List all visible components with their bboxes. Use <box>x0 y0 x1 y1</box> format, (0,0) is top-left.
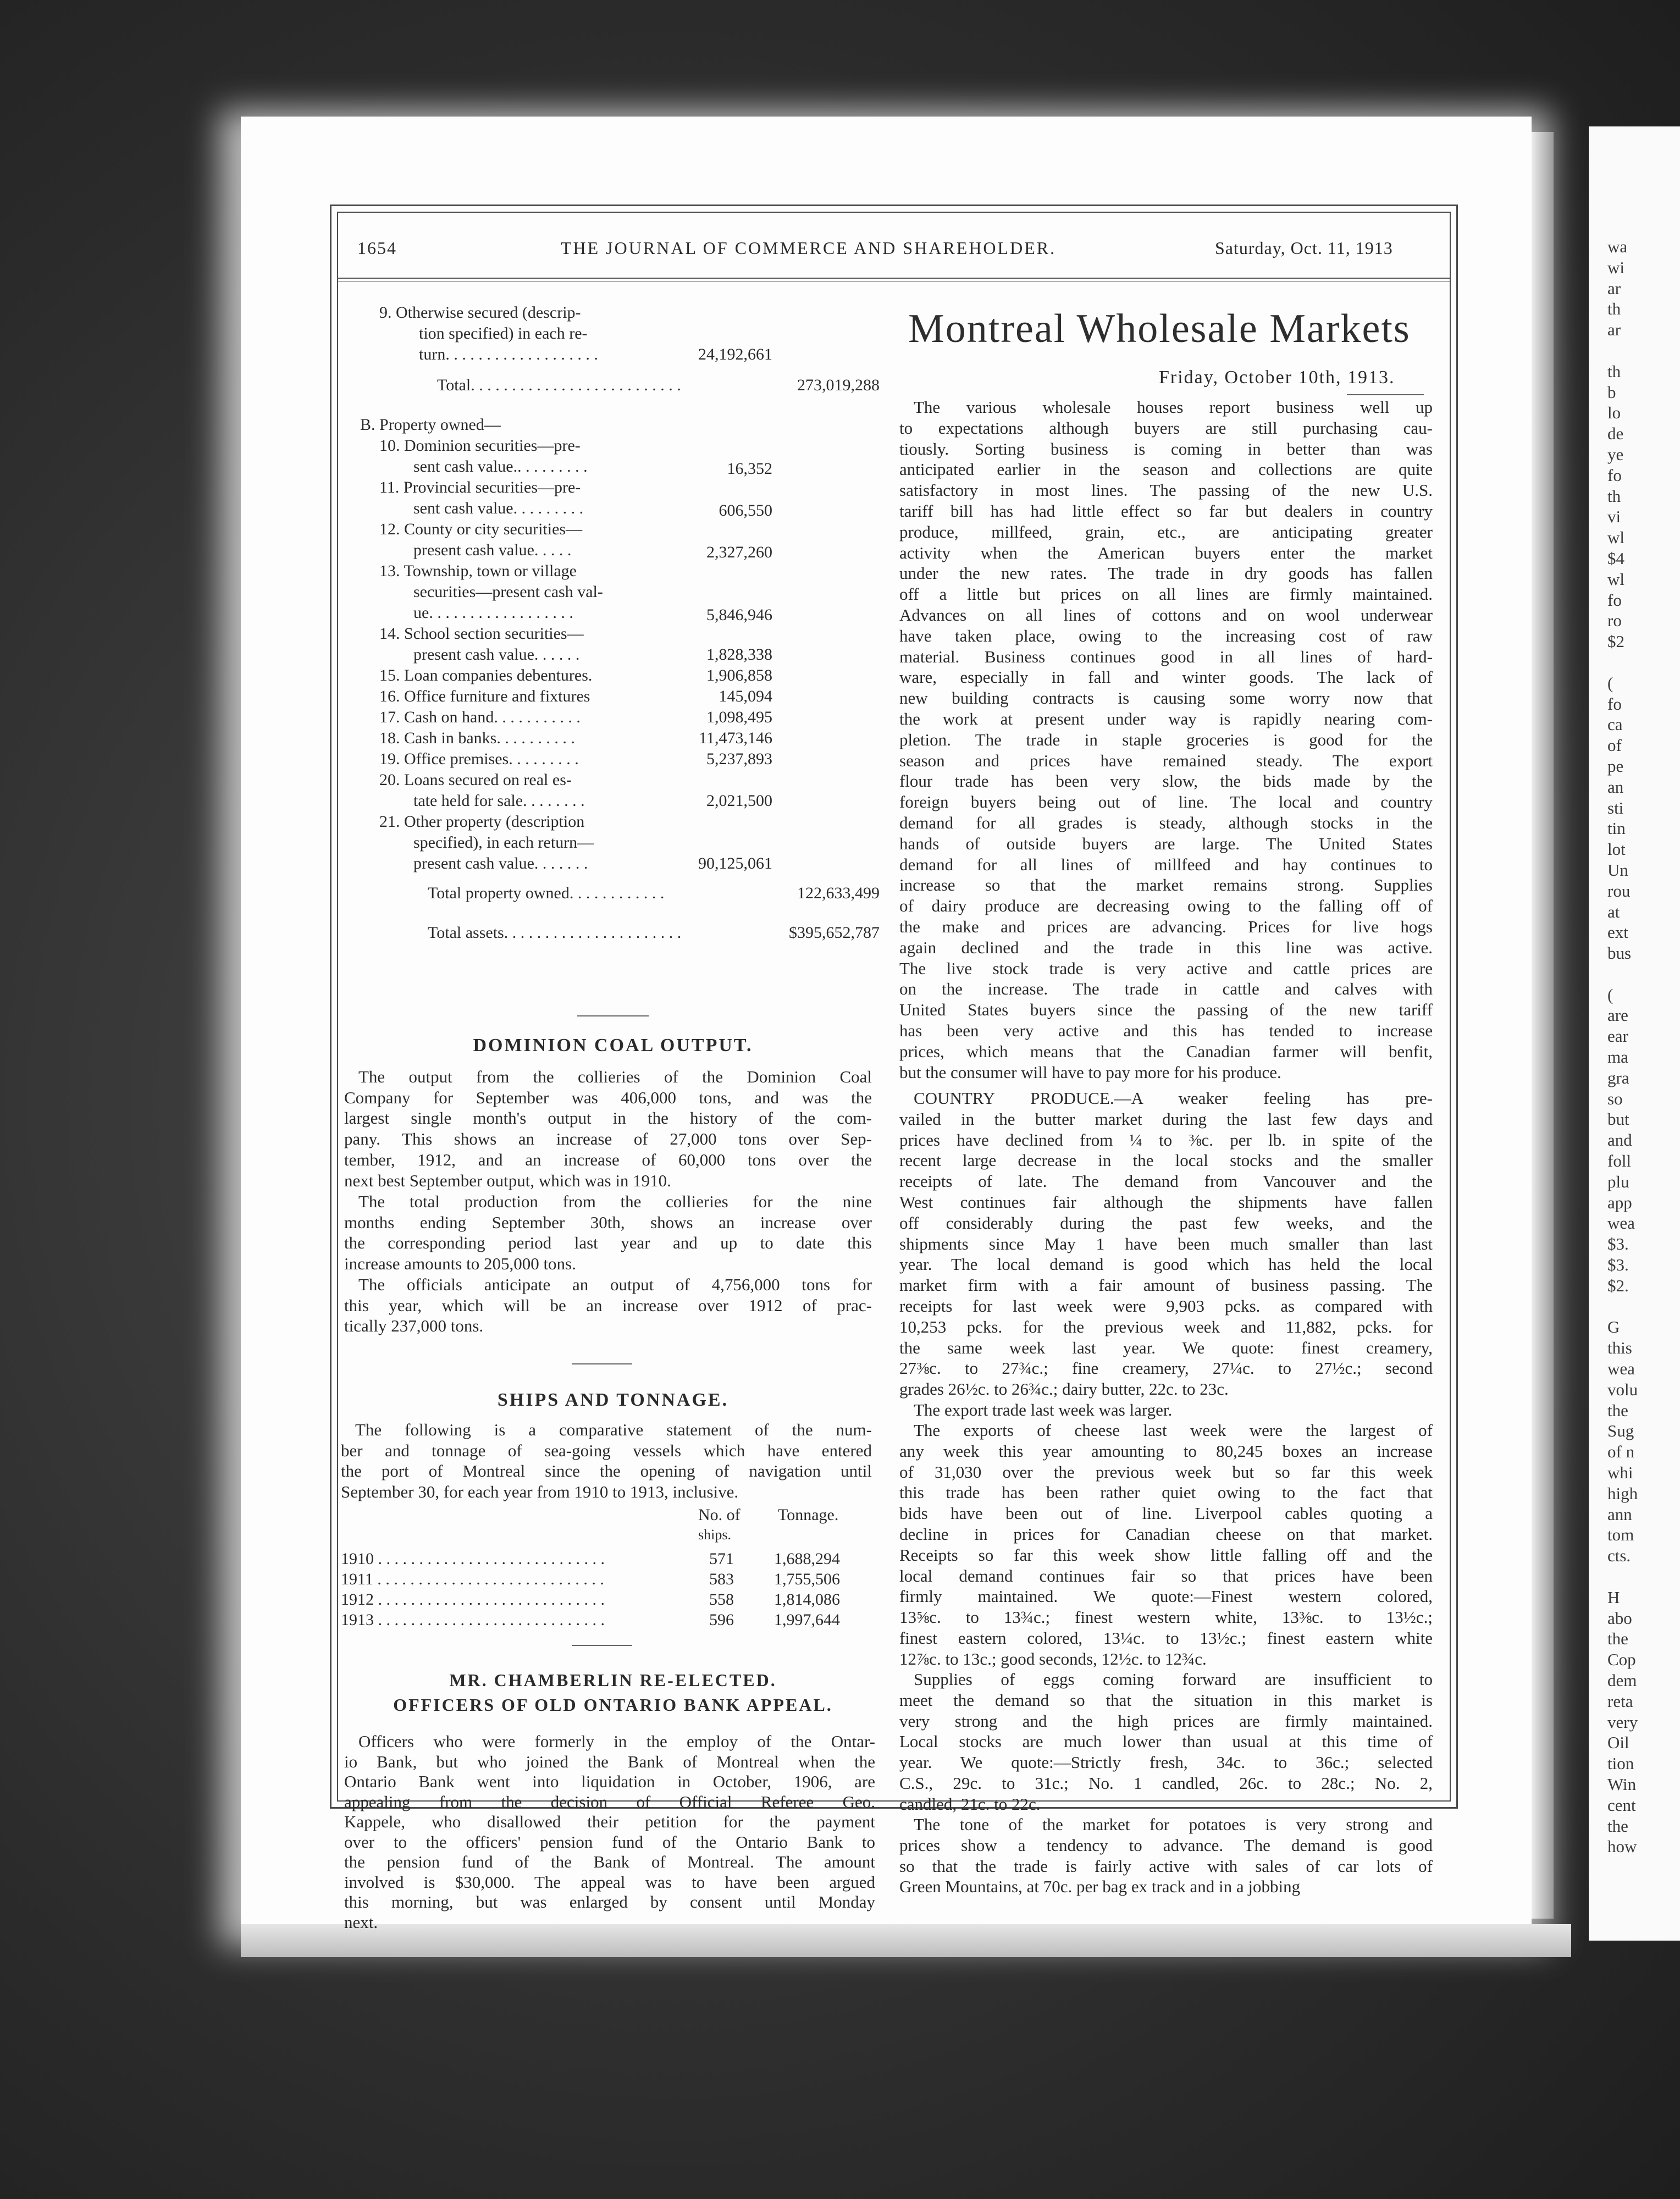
adjacent-text-fragment: of n <box>1607 1442 1635 1462</box>
adjacent-text-fragment: $4 <box>1607 548 1624 568</box>
text-line: bids have been out of line. Liverpool cables quoting a <box>899 1504 1433 1523</box>
adjacent-text-fragment: wl <box>1607 569 1624 589</box>
text-line: The following is a comparative statement of the num- <box>355 1420 872 1439</box>
adjacent-page <box>1589 126 1680 1941</box>
adjacent-text-fragment: Sug <box>1607 1421 1634 1441</box>
coal-paragraph-2 <box>344 1191 872 1274</box>
ships-col-ships: ships. <box>698 1527 731 1543</box>
text-line: but the consumer will have to pay more for his produce. <box>899 1062 1281 1082</box>
text-line: the make and prices are advancing. Prices for live hogs <box>899 916 1433 936</box>
text-line: grades 26½c. to 26¾c.; dairy butter, 22c. to 23c. <box>899 1379 1229 1399</box>
adjacent-text-fragment: the <box>1607 1400 1628 1420</box>
adjacent-text-fragment: Cop <box>1607 1650 1636 1670</box>
text-line: Supplies of eggs coming forward are insufficient to <box>914 1670 1433 1689</box>
text-line: the pension fund of the Bank of Montreal. The amount <box>344 1852 875 1871</box>
adjacent-text-fragment: G <box>1607 1317 1620 1337</box>
adjacent-text-fragment: fo <box>1607 465 1622 485</box>
text-line: ware, especially in fall and winter goods. The lack of <box>899 667 1433 687</box>
ships-tonnage: 1,814,086 <box>774 1590 840 1609</box>
balance-amount: 2,327,260 <box>706 543 772 561</box>
text-line: months ending September 30th, shows an increase over <box>344 1212 872 1232</box>
text-line: have taken place, owing to the increasing cost of raw <box>899 626 1433 645</box>
markets-date: Friday, October 10th, 1913. <box>1159 367 1395 388</box>
text-line: the work at present under way is rapidly nearing com- <box>899 709 1433 728</box>
text-line: so that the trade is fairly active with sales of car lots of <box>899 1856 1433 1876</box>
adjacent-text-fragment: ma <box>1607 1047 1628 1067</box>
export-trade-paragraph <box>899 1400 1433 1421</box>
chamberlin-heading: MR. CHAMBERLIN RE-ELECTED. <box>449 1670 777 1690</box>
balance-amount: 90,125,061 <box>698 854 772 872</box>
ships-year: 1913 . . . . . . . . . . . . . . . . . . . . . . . . . . . . <box>341 1611 605 1629</box>
text-line: The exports of cheese last week were the largest of <box>914 1421 1433 1440</box>
coal-heading: DOMINION COAL OUTPUT. <box>473 1035 753 1056</box>
balance-item-text: 21. Other property (description <box>379 813 585 831</box>
adjacent-text-fragment: wea <box>1607 1359 1635 1379</box>
balance-amount: 145,094 <box>719 687 772 705</box>
text-line: over to the officers' pension fund of the Ontario Bank to <box>344 1832 875 1852</box>
text-line: ber and tonnage of sea-going vessels which have entered <box>341 1440 872 1460</box>
balance-item-text: present cash value. . . . . . <box>413 645 580 664</box>
text-line: increase so that the market remains strong. Supplies <box>899 875 1433 895</box>
text-line: demand for all lines of millfeed and hay continues to <box>899 854 1433 874</box>
adjacent-text-fragment: wi <box>1607 257 1624 277</box>
text-line: C.S., 29c. to 31c.; No. 1 candled, 26c. to 28c.; No. 2, <box>899 1773 1433 1793</box>
text-line: pletion. The trade in staple groceries is good for the <box>899 730 1433 749</box>
adjacent-text-fragment: rou <box>1607 881 1631 900</box>
adjacent-text-fragment: high <box>1607 1483 1638 1503</box>
balance-item-text: turn. . . . . . . . . . . . . . . . . . . <box>419 345 598 363</box>
text-line: on the increase. The trade in cattle and calves with <box>899 979 1433 999</box>
text-line: next. <box>344 1912 378 1932</box>
text-line: decline in prices for Canadian cheese on that market. <box>899 1524 1433 1544</box>
adjacent-text-fragment: dem <box>1607 1670 1637 1690</box>
adjacent-text-fragment: ye <box>1607 444 1624 464</box>
balance-amount: 11,473,146 <box>699 729 772 747</box>
balance-amount: 5,237,893 <box>706 750 772 768</box>
ships-count: 583 <box>709 1570 734 1588</box>
adjacent-text-fragment: $3. <box>1607 1255 1629 1275</box>
text-line: hands of outside buyers are large. The United States <box>899 833 1433 853</box>
adjacent-text-fragment <box>1607 340 1680 361</box>
text-line: 12⅞c. to 13c.; good seconds, 12½c. to 12¾c. <box>899 1649 1207 1668</box>
adjacent-text-fragment: foll <box>1607 1151 1632 1171</box>
adjacent-text-fragment: fo <box>1607 590 1622 610</box>
adjacent-text-fragment: an <box>1607 777 1624 797</box>
balance-item-text: 16. Office furniture and fixtures <box>379 687 590 705</box>
adjacent-text-fragment: Oil <box>1607 1733 1629 1753</box>
balance-amount: 122,633,499 <box>797 884 880 902</box>
text-line: vailed in the butter market during the last few days and <box>899 1109 1433 1129</box>
adjacent-text-fragment: bus <box>1607 943 1632 963</box>
text-line: meet the demand so that the situation in this market is <box>899 1690 1433 1710</box>
adjacent-text-fragment: cts. <box>1607 1546 1631 1566</box>
text-line: activity when the American buyers enter the market <box>899 543 1433 562</box>
text-line: to expectations although buyers are still purchasing cau- <box>899 418 1433 438</box>
text-line: produce, millfeed, grain, etc., are anticipating greater <box>899 522 1433 542</box>
text-line: receipts of late. The demand from Vancouver and the <box>899 1172 1433 1191</box>
markets-intro <box>899 397 1433 1082</box>
adjacent-text-fragment: th <box>1607 486 1621 506</box>
adjacent-text-fragment: lot <box>1607 839 1626 859</box>
section-divider <box>572 1645 632 1646</box>
text-line: foreign buyers being out of line. The local and country <box>899 792 1433 812</box>
text-line: again declined and the trade in this line was active. <box>899 937 1433 957</box>
adjacent-text-fragment: tom <box>1607 1525 1634 1545</box>
ships-paragraph <box>341 1419 872 1502</box>
balance-amount: $395,652,787 <box>789 924 880 942</box>
text-line: material. Business continues good in all lines of hard- <box>899 647 1433 666</box>
ships-year: 1912 . . . . . . . . . . . . . . . . . . . . . . . . . . . . <box>341 1590 605 1609</box>
text-line: year. The local demand is good which has held the local <box>899 1255 1433 1274</box>
text-line: The various wholesale houses report business well up <box>914 397 1433 417</box>
adjacent-text-fragment: ann <box>1607 1504 1632 1524</box>
adjacent-text-fragment: $3. <box>1607 1234 1629 1254</box>
text-line: Local stocks are much lower than usual at this time of <box>899 1732 1433 1752</box>
adjacent-text-fragment: H <box>1607 1587 1620 1607</box>
balance-item-text: 12. County or city securities— <box>379 520 583 538</box>
adjacent-text-fragment: abo <box>1607 1608 1632 1628</box>
text-line: Ontario Bank went into liquidation in October, 1906, are <box>344 1772 875 1791</box>
adjacent-text-fragment: whi <box>1607 1463 1633 1483</box>
text-line: tically 237,000 tons. <box>344 1316 484 1336</box>
text-line: The output from the collieries of the Dominion Coal <box>358 1067 872 1086</box>
adjacent-text-fragment: volu <box>1607 1379 1638 1399</box>
page-gutter <box>1532 132 1554 1919</box>
text-line: involved is $30,000. The appeal was to have been argued <box>344 1872 875 1892</box>
adjacent-text-fragment: Un <box>1607 860 1628 880</box>
adjacent-text-fragment: $2 <box>1607 632 1624 651</box>
text-line: finest eastern colored, 13¼c. to 13½c.; finest eastern white <box>899 1628 1433 1648</box>
adjacent-text-fragment: this <box>1607 1338 1632 1358</box>
potatoes-paragraph <box>899 1814 1433 1897</box>
adjacent-text-fragment: lo <box>1607 403 1621 423</box>
section-divider <box>572 1363 632 1364</box>
text-line: The total production from the collieries for the nine <box>358 1192 872 1211</box>
balance-item-text: ue. . . . . . . . . . . . . . . . . . <box>413 604 573 622</box>
text-line: new building contracts is causing some worry now that <box>899 688 1433 708</box>
text-line: of dairy produce are decreasing owing to the falling off of <box>899 896 1433 916</box>
balance-item-text: 18. Cash in banks. . . . . . . . . . <box>379 729 575 747</box>
text-line: this year, which will be an increase over 1912 of prac- <box>344 1295 872 1315</box>
balance-amount: 1,906,858 <box>706 666 772 684</box>
text-line: local demand continues fair so that prices have been <box>899 1566 1433 1585</box>
masthead-rule <box>337 278 1451 279</box>
balance-amount: 1,098,495 <box>706 708 772 726</box>
adjacent-text-fragment: tin <box>1607 819 1626 838</box>
text-line: very strong and the high prices are firmly maintained. <box>899 1711 1433 1731</box>
total-property-label: Total property owned. . . . . . . . . . . . <box>428 884 665 902</box>
ships-year: 1911 . . . . . . . . . . . . . . . . . . . . . . . . . . . . <box>341 1570 604 1588</box>
balance-item-text: present cash value. . . . . . . <box>413 854 588 872</box>
text-line: this morning, but was enlarged by consent until Monday <box>344 1892 875 1911</box>
text-line: appealing from the decision of Official Referee Geo. <box>344 1792 875 1811</box>
text-line: firmly maintained. We quote:—Finest western colored, <box>899 1587 1433 1606</box>
text-line: tariff bill has had little effect so far but dealers in country <box>899 501 1433 521</box>
text-line: recent large decrease in the local stocks and the smaller <box>899 1151 1433 1170</box>
ships-count: 596 <box>709 1611 734 1629</box>
balance-item-text: tion specified) in each re- <box>419 324 588 342</box>
coal-paragraph-3 <box>344 1274 872 1336</box>
ships-col-tonnage: Tonnage. <box>778 1506 839 1524</box>
ships-count: 558 <box>709 1590 734 1609</box>
ships-heading: SHIPS AND TONNAGE. <box>497 1390 729 1410</box>
adjacent-text-fragment: ext <box>1607 922 1628 942</box>
text-line: The export trade last week was larger. <box>914 1400 1173 1419</box>
balance-item-text: specified), in each return— <box>413 833 594 852</box>
adjacent-text-fragment: b <box>1607 382 1616 402</box>
adjacent-text-fragment: very <box>1607 1712 1638 1732</box>
text-line: any week this year amounting to 80,245 boxes an increase <box>899 1441 1433 1461</box>
text-line: prices show a tendency to advance. The demand is good <box>899 1835 1433 1855</box>
adjacent-text-fragment: cent <box>1607 1795 1636 1815</box>
adjacent-text-fragment: of <box>1607 736 1622 755</box>
adjacent-text-fragment: sti <box>1607 798 1624 817</box>
text-line: io Bank, but who joined the Bank of Montreal when the <box>344 1752 875 1771</box>
adjacent-text-fragment: so <box>1607 1089 1623 1108</box>
adjacent-text-fragment: ear <box>1607 1026 1628 1046</box>
adjacent-text-fragment: app <box>1607 1192 1632 1212</box>
section-divider <box>577 1015 649 1016</box>
text-line: pany. This shows an increase of 27,000 tons over Sep- <box>344 1129 872 1149</box>
adjacent-text-fragment: $2. <box>1607 1275 1629 1295</box>
adjacent-text-fragment: pe <box>1607 756 1624 776</box>
adjacent-text-fragment: wl <box>1607 528 1624 548</box>
total-assets-label: Total assets. . . . . . . . . . . . . . . . . . . . . . <box>428 924 682 942</box>
text-line: 13⅝c. to 13¾c.; finest western white, 13⅜c. to 13½c.; <box>899 1607 1433 1627</box>
text-line: receipts for last week were 9,903 pcks. as compared with <box>899 1296 1433 1316</box>
adjacent-text-fragment: wa <box>1607 237 1628 256</box>
issue-date: Saturday, Oct. 11, 1913 <box>1215 238 1393 258</box>
text-line: COUNTRY PRODUCE.—A weaker feeling has pre- <box>914 1089 1433 1108</box>
ships-tonnage: 1,755,506 <box>774 1570 840 1588</box>
text-line: the port of Montreal since the opening of navigation until <box>341 1461 872 1481</box>
balance-item-text: 17. Cash on hand. . . . . . . . . . . <box>379 708 581 726</box>
adjacent-text-fragment: ( <box>1607 985 1613 1004</box>
text-line: year. We quote:—Strictly fresh, 34c. to 36c.; selected <box>899 1753 1433 1772</box>
balance-item-text: sent cash value.. . . . . . . . . <box>413 457 588 476</box>
text-line: Kappele, who disallowed their petition for the payment <box>344 1812 875 1831</box>
balance-item-text: sent cash value. . . . . . . . . <box>413 499 584 517</box>
balance-item-text: present cash value. . . . . <box>413 541 572 559</box>
balance-total-label: Total. . . . . . . . . . . . . . . . . . . . . . . . . . <box>437 376 681 394</box>
text-line: increase amounts to 205,000 tons. <box>344 1254 576 1274</box>
text-line: largest single month's output in the history of the com- <box>344 1108 872 1128</box>
text-line: 10,253 pcks. for the previous week and 11,882, pcks. for <box>899 1317 1433 1336</box>
text-line: anticipated earlier in the season and collections are quite <box>899 460 1433 479</box>
text-line: The tone of the market for potatoes is very strong and <box>914 1815 1433 1834</box>
balance-amount: 5,846,946 <box>706 606 772 624</box>
text-line: Officers who were formerly in the employ of the Ontar- <box>358 1732 875 1751</box>
adjacent-text-fragment: ro <box>1607 611 1622 631</box>
text-line: demand for all grades is steady, although stocks in the <box>899 813 1433 832</box>
adjacent-text-fragment: ar <box>1607 278 1621 298</box>
adjacent-text-fragment: but <box>1607 1109 1629 1129</box>
adjacent-text-fragment: th <box>1607 361 1621 381</box>
adjacent-text-fragment: at <box>1607 902 1620 921</box>
text-line: the same week last year. We quote: finest creamery, <box>899 1338 1433 1357</box>
balance-amount: 606,550 <box>719 501 772 520</box>
adjacent-text-fragment: th <box>1607 299 1621 319</box>
text-line: off considerably during the past few weeks, and the <box>899 1213 1433 1233</box>
text-line: market firm with a fair amount of business passing. The <box>899 1275 1433 1295</box>
text-line: tember, 1912, and an increase of 60,000 tons over the <box>344 1150 872 1169</box>
text-line: United States buyers since the passing of the new tariff <box>899 1000 1433 1020</box>
text-line: the corresponding period last year and up to date this <box>344 1233 872 1253</box>
ships-year: 1910 . . . . . . . . . . . . . . . . . . . . . . . . . . . . <box>341 1550 605 1568</box>
ships-tonnage: 1,997,644 <box>774 1611 840 1629</box>
adjacent-text-fragment: the <box>1607 1629 1628 1649</box>
balance-amount: 2,021,500 <box>706 792 772 810</box>
ships-count: 571 <box>709 1550 734 1568</box>
text-line: prices have declined from ¼ to ⅜c. per lb. in spite of the <box>899 1130 1433 1150</box>
coal-paragraph-1 <box>344 1067 872 1191</box>
text-line: off a little but prices on all lines are firmly maintained. <box>899 584 1433 604</box>
balance-item-text: 11. Provincial securities—pre- <box>379 478 581 496</box>
adjacent-text-fragment <box>1607 1566 1680 1587</box>
balance-amount: 16,352 <box>727 460 772 478</box>
text-line: next best September output, which was in 1910. <box>344 1170 671 1190</box>
text-line: season and prices have remained steady. The export <box>899 750 1433 770</box>
text-line: under the new rates. The trade in dry goods has fallen <box>899 563 1433 583</box>
property-heading: B. Property owned— <box>360 416 501 434</box>
country-produce-paragraph <box>899 1088 1433 1400</box>
bank-appeal-paragraph <box>344 1732 875 1932</box>
balance-amount: 24,192,661 <box>698 345 772 363</box>
adjacent-text-fragment: fo <box>1607 694 1622 714</box>
text-line: Receipts so far this week show little falling off and the <box>899 1545 1433 1565</box>
balance-item-text: securities—present cash val- <box>413 583 603 601</box>
adjacent-text-fragment: Win <box>1607 1774 1637 1794</box>
balance-item-text: 15. Loan companies debentures. <box>379 666 593 684</box>
text-line: The live stock trade is very active and cattle prices are <box>899 958 1433 978</box>
text-line: September 30, for each year from 1910 to 1913, inclusive. <box>341 1482 739 1502</box>
title-divider <box>1347 394 1424 395</box>
text-line: prices, which means that the Canadian farmer will benfit, <box>899 1041 1433 1061</box>
ships-tonnage: 1,688,294 <box>774 1550 840 1568</box>
adjacent-text-fragment: vi <box>1607 507 1621 527</box>
text-line: 27⅜c. to 27¾c.; fine creamery, 27¼c. to 27½c.; second <box>899 1358 1433 1378</box>
adjacent-page-text <box>1607 236 1680 1857</box>
text-line: shipments since May 1 have been much smaller than last <box>899 1234 1433 1253</box>
adjacent-text-fragment: gra <box>1607 1068 1629 1087</box>
text-line: Green Mountains, at 70c. per bag ex track and in a jobbing <box>899 1877 1301 1897</box>
markets-title: Montreal Wholesale Markets <box>908 306 1411 351</box>
page-number: 1654 <box>357 238 397 258</box>
eggs-paragraph <box>899 1669 1433 1815</box>
adjacent-text-fragment: how <box>1607 1837 1637 1857</box>
balance-item-text: 14. School section securities— <box>379 625 584 643</box>
text-line: tiously. Sorting business is coming in better than was <box>899 439 1433 458</box>
balance-amount: 273,019,288 <box>797 376 880 394</box>
balance-amount: 1,828,338 <box>706 645 772 664</box>
adjacent-text-fragment: plu <box>1607 1172 1629 1191</box>
text-line: of 31,030 over the previous week but so far this week <box>899 1462 1433 1482</box>
text-line: flour trade has been very slow, the bids made by the <box>899 771 1433 791</box>
text-line: Advances on all lines of cottons and on wool underwear <box>899 605 1433 625</box>
balance-item-text: 19. Office premises. . . . . . . . . <box>379 750 579 768</box>
adjacent-text-fragment: wea <box>1607 1213 1635 1233</box>
adjacent-text-fragment <box>1607 652 1680 673</box>
text-line: The officials anticipate an output of 4,756,000 tons for <box>358 1275 872 1294</box>
text-line: this trade has been rather quiet owing to the fact that <box>899 1483 1433 1502</box>
journal-title: THE JOURNAL OF COMMERCE AND SHAREHOLDER. <box>561 238 1057 258</box>
text-line: has been very active and this has tended to increase <box>899 1020 1433 1040</box>
text-line: Company for September was 406,000 tons, and was the <box>344 1087 872 1107</box>
balance-item-text: 10. Dominion securities—pre- <box>379 437 581 455</box>
text-line: satisfactory in most lines. The passing of the new U.S. <box>899 480 1433 500</box>
adjacent-text-fragment: the <box>1607 1816 1628 1836</box>
text-line: candled, 21c. to 22c. <box>899 1794 1041 1814</box>
adjacent-text-fragment: ( <box>1607 673 1613 693</box>
adjacent-text-fragment: and <box>1607 1130 1632 1150</box>
text-line: West continues fair although the shipments have fallen <box>899 1192 1433 1212</box>
adjacent-text-fragment: reta <box>1607 1691 1633 1711</box>
adjacent-text-fragment: de <box>1607 424 1624 444</box>
adjacent-text-fragment: ar <box>1607 320 1621 340</box>
balance-item-text: 13. Township, town or village <box>379 562 577 580</box>
adjacent-text-fragment: are <box>1607 1005 1628 1025</box>
adjacent-text-fragment: tion <box>1607 1754 1634 1773</box>
adjacent-text-fragment <box>1607 964 1680 985</box>
bank-appeal-heading: OFFICERS OF OLD ONTARIO BANK APPEAL. <box>393 1695 833 1715</box>
balance-item-text: 9. Otherwise secured (descrip- <box>379 303 581 322</box>
ships-col-no: No. of <box>698 1506 740 1524</box>
balance-item-text: 20. Loans secured on real es- <box>379 771 572 789</box>
adjacent-text-fragment <box>1607 1296 1680 1317</box>
cheese-paragraph <box>899 1420 1433 1670</box>
adjacent-text-fragment: ca <box>1607 715 1623 734</box>
balance-item-text: tate held for sale. . . . . . . . <box>413 792 585 810</box>
